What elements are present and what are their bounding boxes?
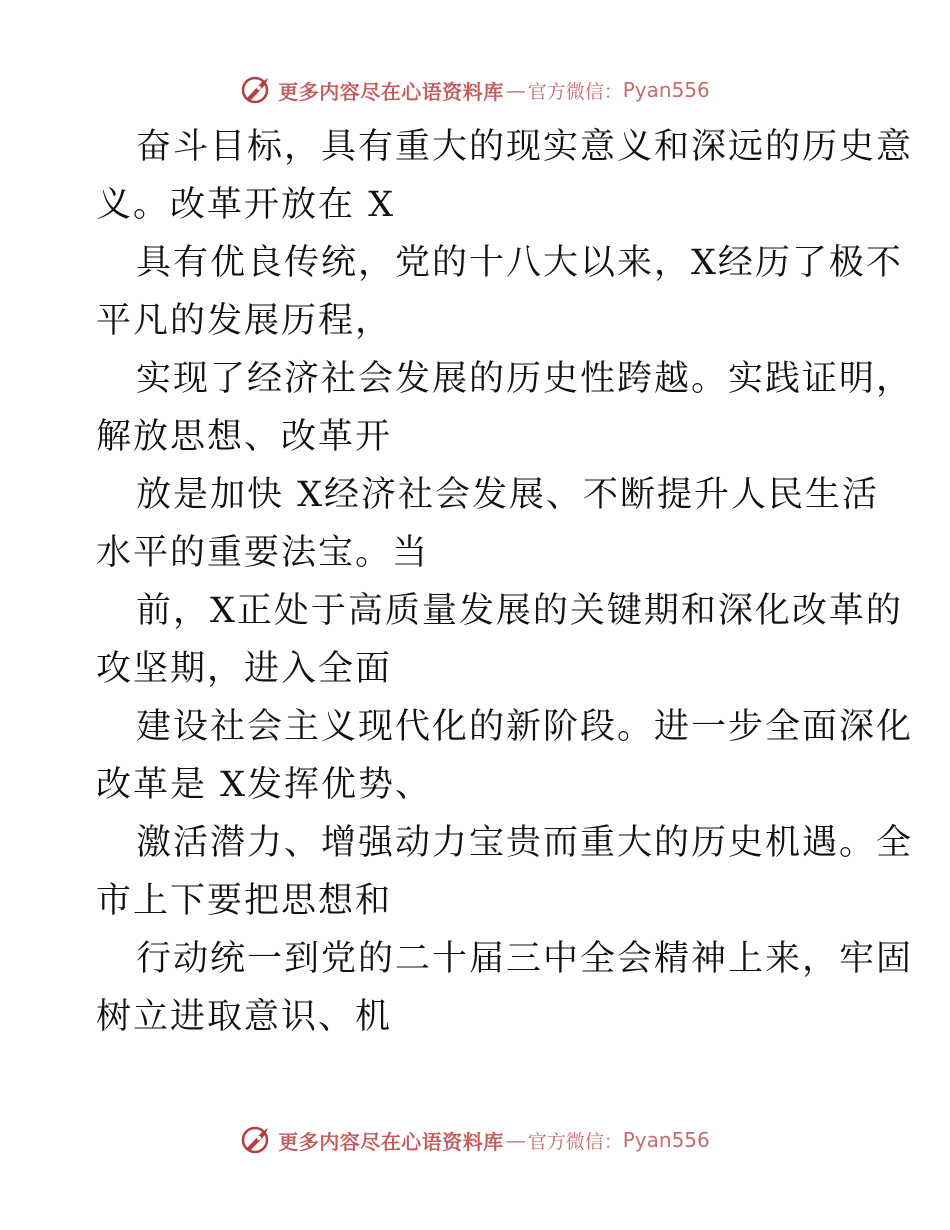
paragraph-line: 激活潜力、增强动力宝贵而重大的历史机遇。全 [136, 823, 914, 863]
paragraph [96, 466, 880, 582]
banner-dash: — [505, 1128, 526, 1152]
banner-text: 更多内容尽在心语资料库 [278, 79, 504, 104]
paragraph-line: 行动统一到党的二十届三中全会精神上来，牢固 [136, 939, 914, 979]
pen-nib-logo-icon [240, 73, 274, 107]
paragraph-line: 解放思想、改革开 [96, 417, 393, 457]
paragraph-line: 建设社会主义现代化的新阶段。进一步全面深化 [136, 707, 914, 747]
paragraph [96, 234, 903, 350]
banner-text: 更多内容尽在心语资料库 [278, 1129, 504, 1154]
header-banner [0, 70, 950, 110]
paragraph-line: 水平的重要法宝。当 [96, 533, 430, 573]
pen-nib-logo-icon [240, 1123, 274, 1157]
paragraph [96, 582, 903, 698]
paragraph-line: 具有优良传统，党的十八大以来，X经历了极不 [136, 243, 903, 283]
paragraph-line: 放是加快 X经济社会发展、不断提升人民生活 [136, 475, 880, 515]
paragraph-line: 前，X正处于高质量发展的关键期和深化改革的 [136, 591, 903, 631]
paragraph-line: 平凡的发展历程， [96, 301, 393, 341]
banner-wechat-label: 官方微信： [527, 80, 623, 103]
footer-banner [0, 1120, 950, 1160]
banner-wechat-label: 官方微信： [527, 1130, 623, 1153]
paragraph [96, 350, 914, 466]
document-body [96, 118, 914, 1046]
paragraph-line: 攻坚期，进入全面 [96, 649, 393, 689]
paragraph-line: 树立进取意识、机 [96, 997, 393, 1037]
paragraph-line: 改革是 X发挥优势、 [96, 765, 433, 805]
paragraph-line: 实现了经济社会发展的历史性跨越。实践证明， [136, 359, 914, 399]
banner-wechat-id: Pyan556 [622, 1128, 710, 1152]
paragraph [96, 930, 914, 1046]
paragraph-line: 市上下要把思想和 [96, 881, 393, 921]
paragraph [96, 698, 914, 814]
paragraph-line: 奋斗目标，具有重大的现实意义和深远的历史意 [136, 127, 914, 167]
paragraph [96, 814, 914, 930]
paragraph [96, 118, 914, 234]
banner-wechat-id: Pyan556 [622, 78, 710, 102]
banner-dash: — [505, 78, 526, 102]
paragraph-line: 义。改革开放在 X [96, 185, 396, 225]
